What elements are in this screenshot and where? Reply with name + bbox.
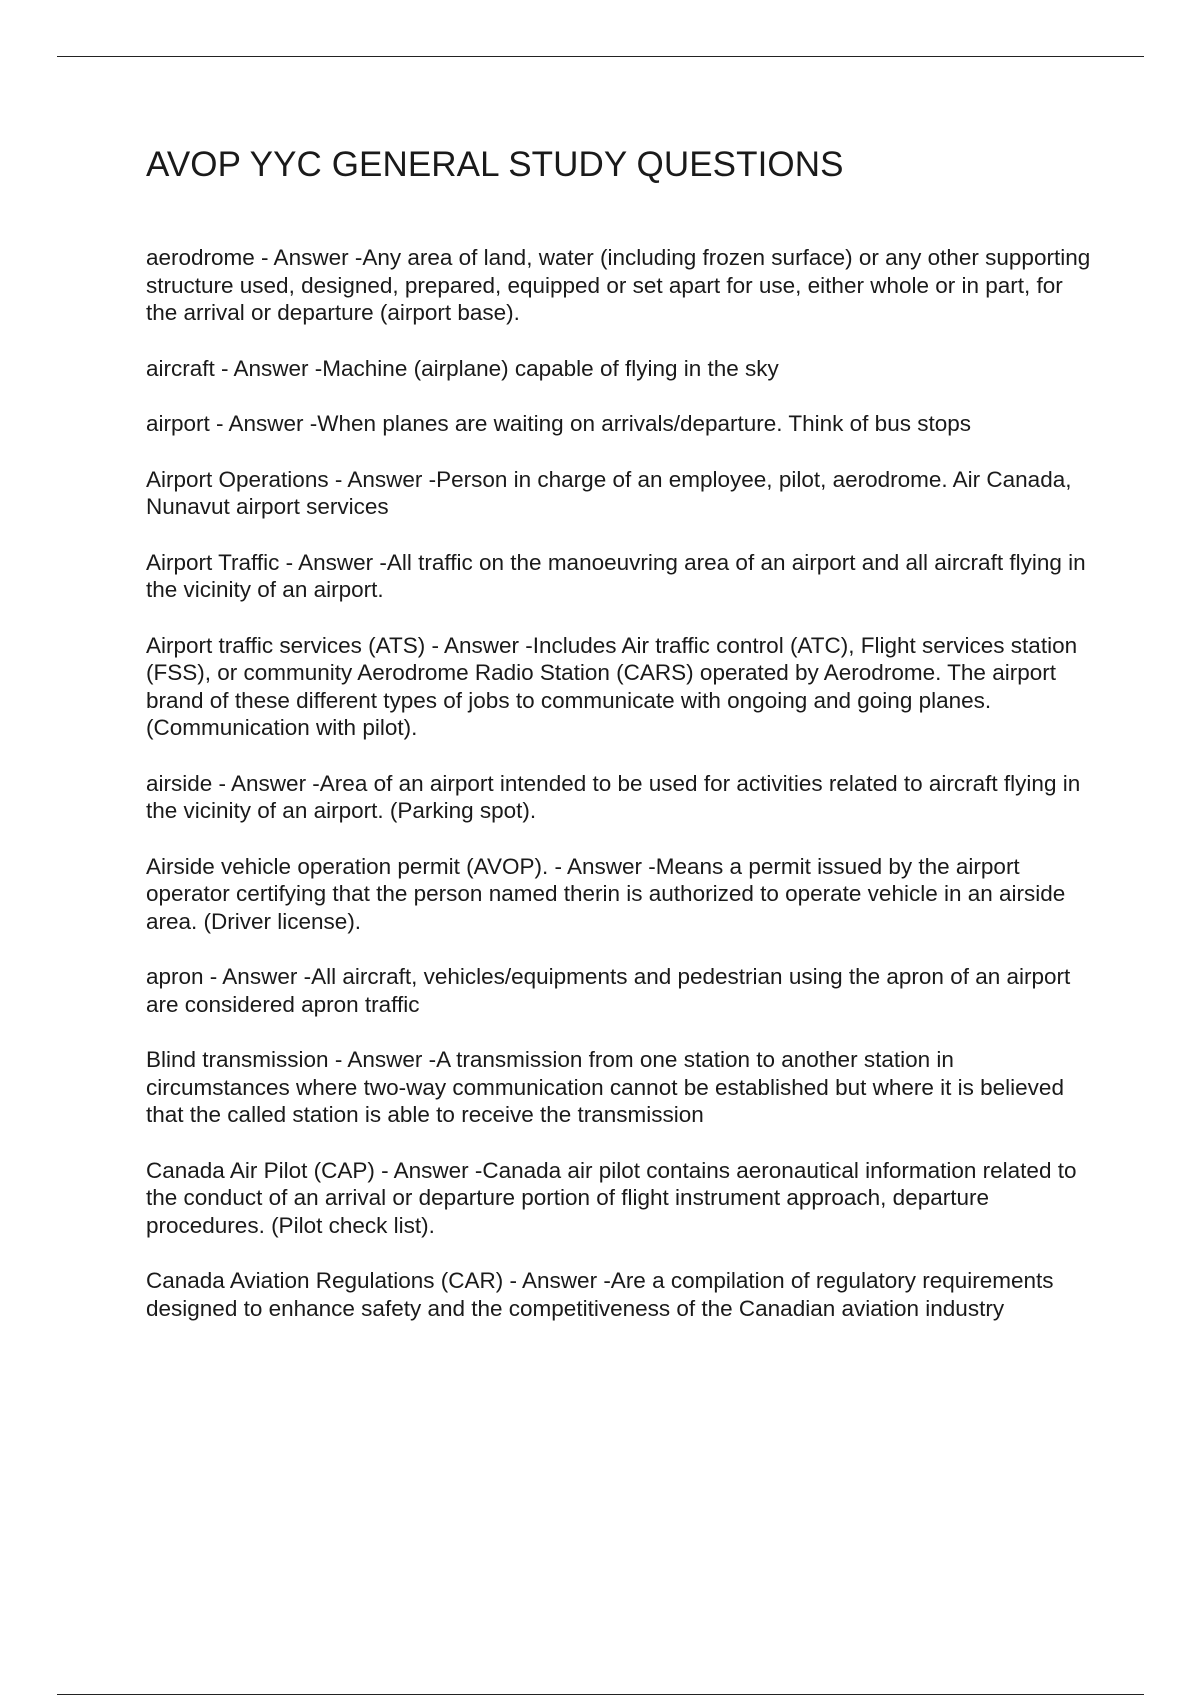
glossary-entry-avop: Airside vehicle operation permit (AVOP). - Answer -Means a permit issued by the airport operator certifying that the person named therin is authorized to operate vehicle in an airside area. (Driver license). xyxy=(146,853,1066,934)
glossary-entry-blind-transmission: Blind transmission - Answer -A transmission from one station to another station in circumstances where two-way communication cannot be established but where it is believed that the called station is able to receive the transmission xyxy=(146,1047,1064,1127)
document-title: AVOP YYC GENERAL STUDY QUESTIONS xyxy=(146,145,844,184)
glossary-entry-apron: apron - Answer -All aircraft, vehicles/equipments and pedestrian using the apron of an airport are considered apron traffic xyxy=(146,964,1071,1017)
top-rule xyxy=(57,56,1144,57)
glossary-entry-airport-traffic: Airport Traffic - Answer -All traffic on the manoeuvring area of an airport and all aircraft flying in the vicinity of an airport. xyxy=(146,549,1086,602)
glossary-list xyxy=(146,244,1096,1322)
bottom-rule xyxy=(57,1694,1144,1695)
glossary-entry-airside: airside - Answer -Area of an airport intended to be used for activities related to aircraft flying in the vicinity of an airport. (Parking spot). xyxy=(146,770,1081,823)
glossary-entry-aircraft: aircraft - Answer -Machine (airplane) capable of flying in the sky xyxy=(146,355,779,381)
glossary-entry-airport-traffic-services: Airport traffic services (ATS) - Answer -Includes Air traffic control (ATC), Flight services station (FSS), or community Aerodrome Radio Station (CARS) operated by Aerodrome. The airport brand of these different types of jobs to communicate with ongoing and going planes. (Communication with pilot). xyxy=(146,632,1078,740)
glossary-entry-canada-aviation-regulations: Canada Aviation Regulations (CAR) - Answer -Are a compilation of regulatory requirements designed to enhance safety and the competitiveness of the Canadian aviation industry xyxy=(146,1268,1054,1321)
glossary-entry-aerodrome: aerodrome - Answer -Any area of land, water (including frozen surface) or any other supporting structure used, designed, prepared, equipped or set apart for use, either whole or in part, for the arrival or departure (airport base). xyxy=(146,245,1091,325)
document-body xyxy=(146,142,1096,1350)
glossary-entry-airport-operations: Airport Operations - Answer -Person in charge of an employee, pilot, aerodrome. Air Canada, Nunavut airport services xyxy=(146,466,1072,519)
glossary-entry-canada-air-pilot: Canada Air Pilot (CAP) - Answer -Canada air pilot contains aeronautical information related to the conduct of an arrival or departure portion of flight instrument approach, departure procedures. (Pilot check list). xyxy=(146,1157,1077,1238)
glossary-entry-airport: airport - Answer -When planes are waiting on arrivals/departure. Think of bus stops xyxy=(146,411,971,436)
